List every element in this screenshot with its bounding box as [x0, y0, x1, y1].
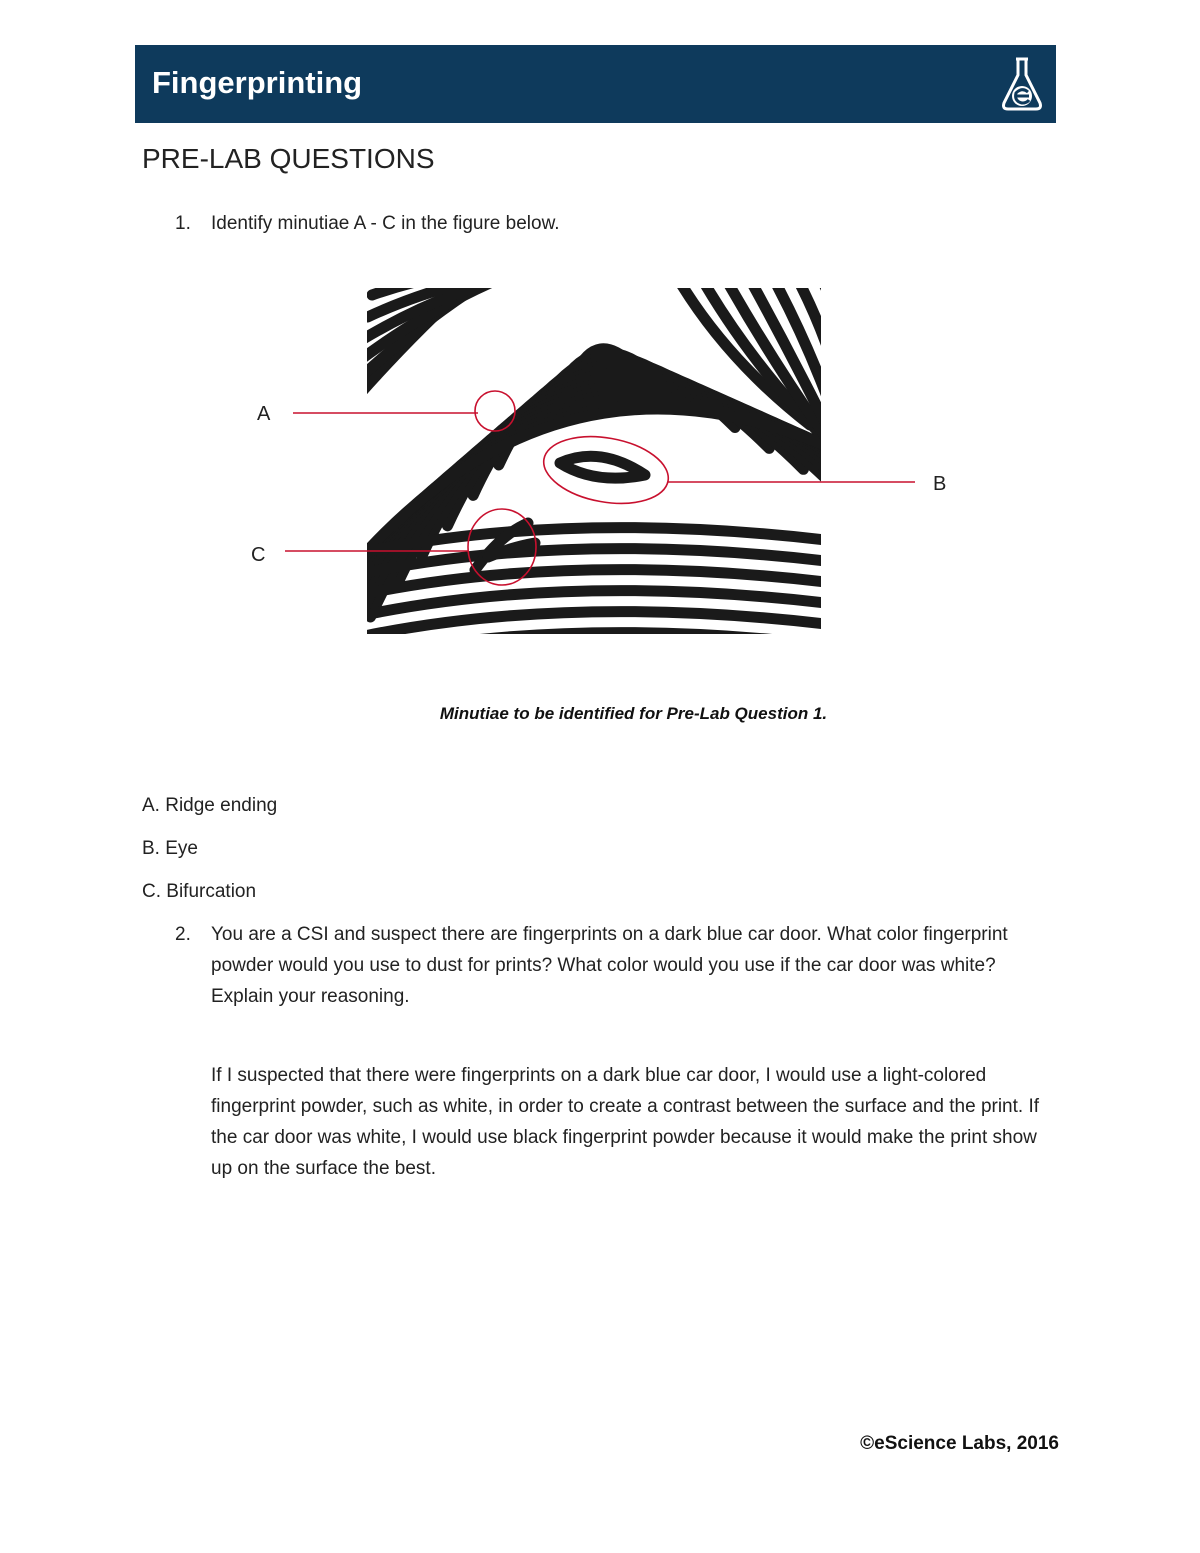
question-number: 1. — [175, 213, 191, 234]
fingerprint-figure — [250, 285, 950, 640]
fingerprint-ridge — [814, 285, 868, 475]
question-number: 2. — [175, 924, 191, 945]
label-b: B — [933, 473, 947, 495]
fingerprint-ridge — [862, 285, 895, 492]
answer-a: A. Ridge ending — [142, 795, 278, 816]
fingerprint-image — [250, 285, 950, 640]
flask-logo-icon — [998, 55, 1046, 113]
header-banner — [135, 45, 1056, 123]
fingerprint-ridge — [906, 285, 934, 509]
answer-c: C. Bifurcation — [142, 881, 257, 902]
question-text: Identify minutiae A - C in the figure below. — [211, 213, 560, 234]
label-c: C — [251, 544, 266, 566]
section-heading: PRE-LAB QUESTIONS — [142, 143, 435, 174]
question-text: You are a CSI and suspect there are fingerprints on a dark blue car door. What color fingerprint powder would you use to dust for prints? What color would you use if the car door was white? Explain your reasoning. — [211, 924, 1008, 1007]
document-title: Fingerprinting — [152, 65, 363, 100]
fingerprint-ridge — [838, 285, 879, 484]
fingerprint-ridge — [886, 285, 914, 501]
copyright-footer: ©eScience Labs, 2016 — [860, 1433, 1059, 1454]
label-a: A — [257, 403, 271, 425]
figure-caption: Minutiae to be identified for Pre-Lab Question 1. — [439, 704, 828, 723]
answer-b: B. Eye — [142, 838, 198, 859]
answer-q2: If I suspected that there were fingerprints on a dark blue car door, I would use a light-colored fingerprint powder, such as white, in order to create a contrast between the surface and the print. If the car door was white, I would use black fingerprint powder because it would make the print show up on the surface the best. — [211, 1065, 1040, 1179]
